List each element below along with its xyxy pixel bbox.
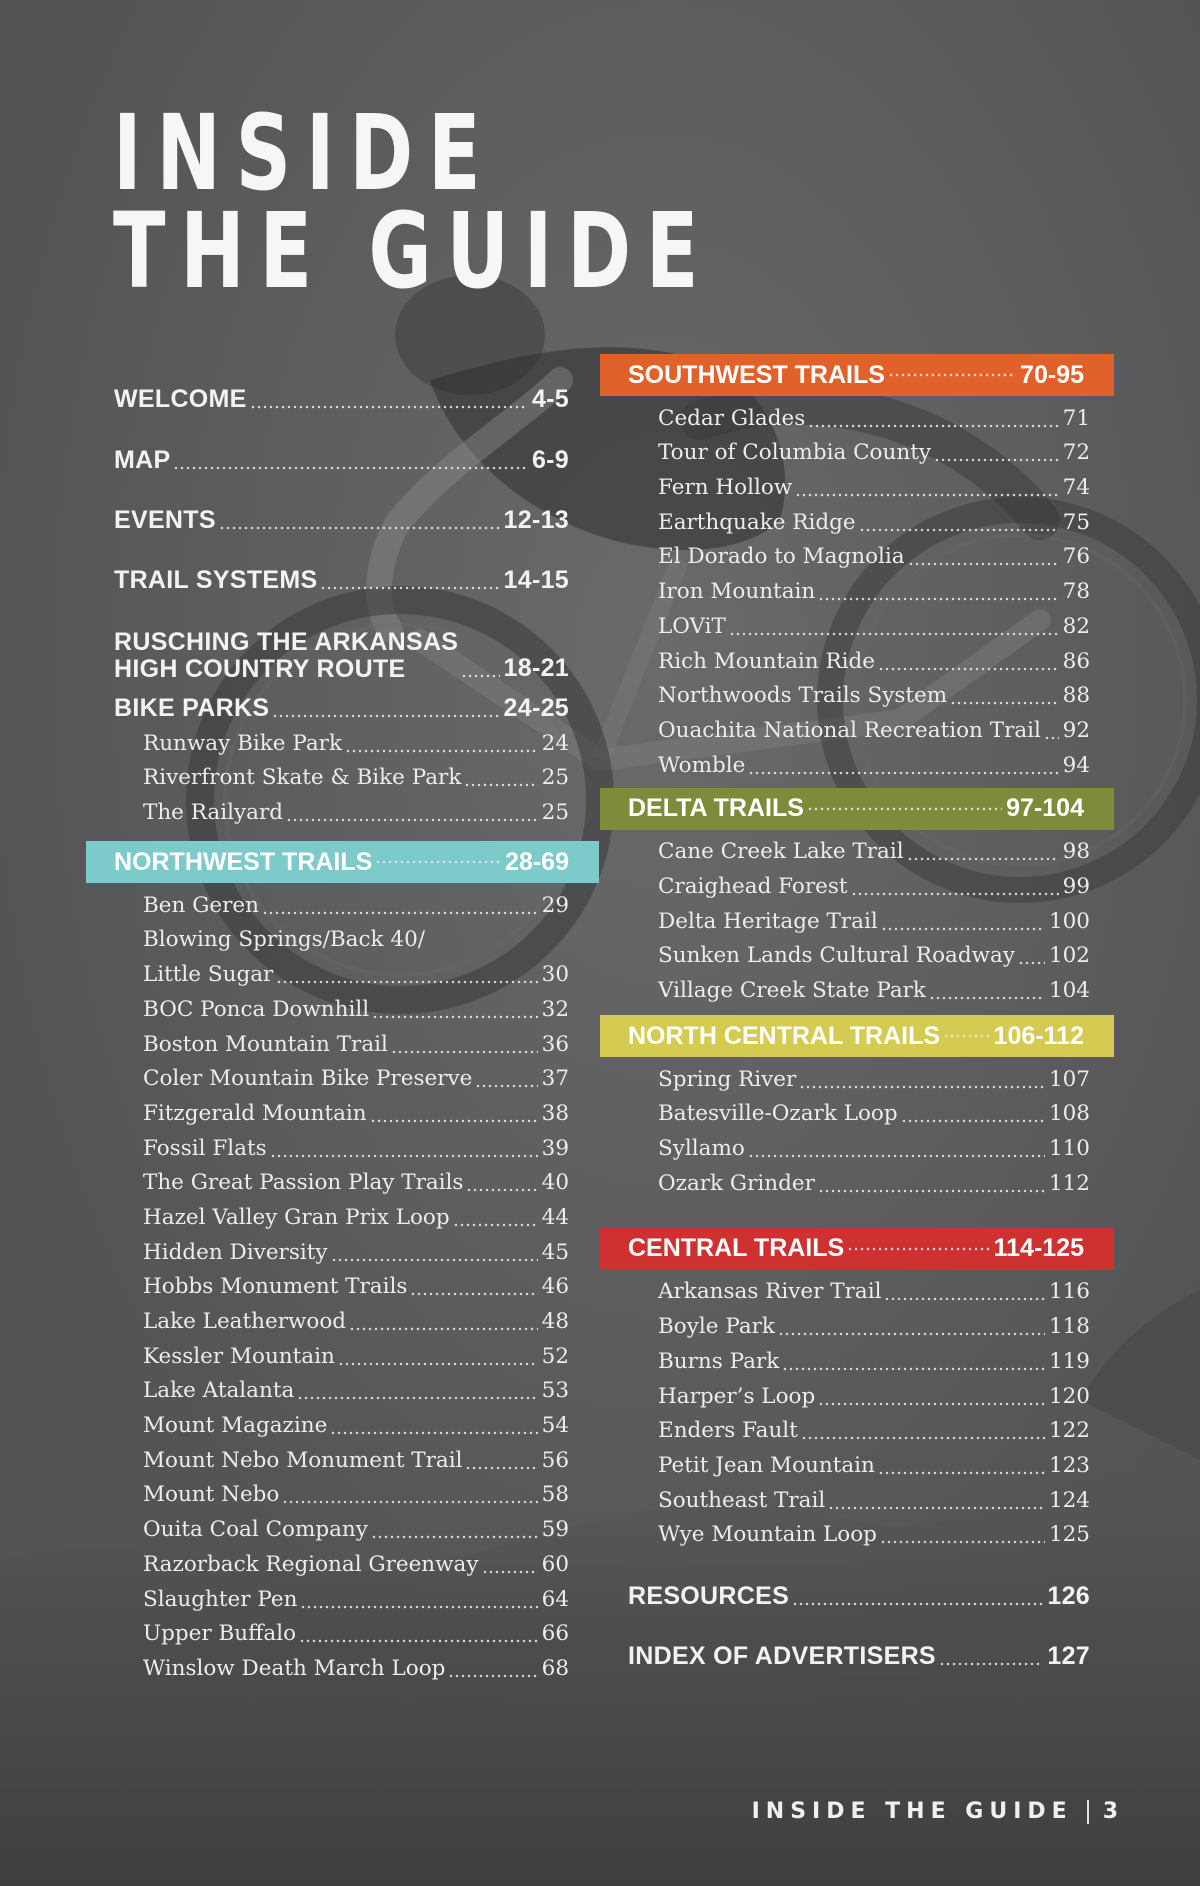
leader-dots	[859, 528, 1059, 532]
toc-subentry-page: 58	[541, 1482, 569, 1508]
leader-dots	[320, 586, 499, 590]
leader-dots	[888, 373, 1016, 377]
toc-entry-label: EVENTS	[114, 506, 216, 534]
leader-dots	[907, 857, 1059, 861]
toc-subentry[interactable]	[86, 1371, 599, 1406]
toc-subentry-label: Craighead Forest	[658, 873, 848, 899]
toc-subentry[interactable]	[600, 832, 1114, 867]
leader-dots	[372, 1015, 538, 1019]
toc-subentry-page: 40	[541, 1170, 569, 1196]
toc-subentry-page: 74	[1062, 475, 1090, 501]
toc-right-column	[600, 354, 1114, 1671]
toc-subentry-label: Ouachita National Recreation Trail	[658, 717, 1041, 743]
toc-subentry-page: 24	[541, 730, 569, 756]
section-header-north-central-trails[interactable]	[600, 1015, 1114, 1057]
leader-dots	[219, 526, 500, 530]
leader-dots	[300, 1605, 537, 1609]
leader-dots	[299, 1639, 538, 1643]
toc-subentry-label: Village Creek State Park	[658, 978, 926, 1003]
toc-subentry-label: Mount Nebo	[143, 1482, 280, 1508]
toc-subentry[interactable]	[600, 745, 1114, 780]
leader-dots	[464, 783, 537, 787]
leader-dots	[929, 996, 1045, 1000]
leader-dots	[453, 1223, 538, 1227]
toc-subentry-label: Fitzgerald Mountain	[143, 1100, 367, 1126]
toc-subentry-page: 124	[1048, 1487, 1090, 1513]
leader-dots	[939, 1662, 1043, 1666]
leader-dots	[272, 714, 499, 718]
section-header-pages: 97-104	[1006, 794, 1084, 823]
toc-subentry[interactable]	[600, 1515, 1114, 1550]
page-footer	[752, 1799, 1118, 1824]
section-header-pages: 114-125	[993, 1234, 1084, 1263]
toc-subentry[interactable]	[86, 1648, 599, 1683]
toc-entry-events[interactable]	[86, 475, 599, 535]
section-header-label: DELTA TRAILS	[628, 794, 804, 823]
toc-subentry-label: Earthquake Ridge	[658, 509, 856, 535]
leader-dots	[461, 674, 499, 678]
southwest-trails-list	[600, 398, 1114, 780]
toc-subentry[interactable]	[86, 1336, 599, 1371]
toc-entry-pages: 127	[1047, 1642, 1090, 1671]
leader-dots	[818, 1189, 1045, 1193]
toc-subentry-label: Wye Mountain Loop	[658, 1522, 877, 1548]
toc-subentry-label: Harper’s Loop	[658, 1383, 816, 1409]
toc-subentry[interactable]	[86, 1614, 599, 1649]
toc-subentry-page: 100	[1048, 908, 1090, 934]
toc-subentry[interactable]	[86, 1579, 599, 1614]
leader-dots	[878, 1471, 1045, 1475]
toc-subentry-label: Lake Atalanta	[143, 1378, 295, 1404]
toc-subentry-label: Fern Hollow	[658, 475, 793, 501]
toc-subentry-page: 104	[1048, 978, 1090, 1003]
toc-subentry-label: Winslow Death March Loop	[143, 1655, 446, 1681]
toc-subentry-page: 102	[1048, 943, 1090, 969]
leader-dots	[881, 927, 1045, 931]
toc-left-column	[86, 354, 599, 1683]
toc-subentry-page: 88	[1062, 683, 1090, 709]
toc-subentry-label: Arkansas River Trail	[658, 1279, 882, 1305]
toc-subentry-label: Ben Geren	[143, 892, 259, 918]
toc-subentry-page: 125	[1048, 1522, 1090, 1548]
toc-subentry-label: Womble	[658, 752, 746, 778]
toc-subentry-page: 68	[541, 1655, 569, 1681]
toc-subentry-label: Little Sugar	[143, 962, 274, 988]
toc-subentry-page: 119	[1048, 1348, 1090, 1374]
toc-subentry[interactable]	[600, 1128, 1114, 1163]
leader-dots	[847, 1247, 989, 1251]
toc-entry-label: WELCOME	[114, 385, 247, 413]
leader-dots	[950, 701, 1058, 705]
section-header-northwest-trails[interactable]	[86, 841, 599, 883]
leader-dots	[1018, 961, 1045, 965]
leader-dots	[778, 1332, 1045, 1336]
toc-subentry-label: Iron Mountain	[658, 579, 816, 605]
section-header-central-trails[interactable]	[600, 1228, 1114, 1270]
toc-subentry[interactable]	[86, 1301, 599, 1336]
toc-subentry-label: Cedar Glades	[658, 405, 806, 431]
toc-subentry[interactable]	[600, 1376, 1114, 1411]
toc-subentry-page: 30	[541, 962, 569, 988]
toc-entry-resources[interactable]	[600, 1569, 1114, 1611]
toc-subentry-page: 120	[1048, 1383, 1090, 1409]
toc-subentry[interactable]	[86, 1232, 599, 1267]
leader-dots	[410, 1292, 537, 1296]
toc-subentry-page: 46	[541, 1274, 569, 1300]
toc-subentry-page: 118	[1048, 1314, 1090, 1340]
toc-subentry-page: 112	[1048, 1170, 1090, 1196]
delta-trails-list	[600, 832, 1114, 1005]
toc-subentry[interactable]	[600, 710, 1114, 745]
toc-subentry[interactable]	[600, 1411, 1114, 1446]
toc-subentry-label: Boston Mountain Trail	[143, 1031, 388, 1057]
toc-subentry[interactable]	[600, 398, 1114, 433]
toc-subentry-label: The Great Passion Play Trails	[143, 1170, 464, 1196]
toc-subentry[interactable]	[86, 1405, 599, 1440]
section-header-delta-trails[interactable]	[600, 788, 1114, 830]
toc-subentry-page: 32	[541, 996, 569, 1022]
toc-subentry[interactable]	[600, 970, 1114, 1005]
toc-subentry-label: Ozark Grinder	[658, 1170, 815, 1196]
toc-subentry-label: Mount Magazine	[143, 1413, 328, 1439]
toc-subentry[interactable]	[86, 1163, 599, 1198]
leader-dots	[173, 466, 527, 470]
toc-entry-label-line-1: RUSCHING THE ARKANSAS	[114, 628, 459, 656]
toc-entry-pages: 18-21	[503, 654, 569, 682]
toc-subentry-page: 98	[1062, 839, 1090, 865]
toc-subentry-label: LOViT	[658, 613, 726, 639]
leader-dots	[349, 1327, 538, 1331]
toc-entry-label	[114, 629, 458, 683]
title-line-2: THE GUIDE	[113, 190, 714, 312]
leader-dots	[262, 911, 538, 915]
toc-subentry-page: 44	[541, 1204, 569, 1230]
toc-entry-pages: 6-9	[531, 446, 569, 474]
leader-dots	[828, 1506, 1045, 1510]
toc-subentry[interactable]	[86, 1093, 599, 1128]
toc-subentry-label: Coler Mountain Bike Preserve	[143, 1066, 473, 1092]
toc-subentry-label: Delta Heritage Trail	[658, 908, 878, 934]
leader-dots	[466, 1188, 537, 1192]
toc-subentry-page: 36	[541, 1031, 569, 1057]
toc-subentry[interactable]	[600, 641, 1114, 676]
leader-dots	[748, 771, 1058, 775]
toc-subentry-label: Hobbs Monument Trails	[143, 1274, 408, 1300]
toc-subentry-label: Hidden Diversity	[143, 1239, 328, 1265]
toc-subentry[interactable]	[600, 936, 1114, 971]
section-header-pages: 70-95	[1020, 360, 1084, 389]
leader-dots	[370, 1119, 538, 1123]
section-header-label: CENTRAL TRAILS	[628, 1234, 845, 1263]
section-header-pages: 28-69	[505, 847, 569, 876]
toc-subentry-page: 94	[1062, 752, 1090, 778]
toc-subentry-page: 75	[1062, 509, 1090, 535]
central-trails-list	[600, 1272, 1114, 1550]
leader-dots	[901, 1119, 1045, 1123]
leader-dots	[795, 493, 1058, 497]
leader-dots	[908, 562, 1059, 566]
toc-entry-pages: 12-13	[503, 506, 569, 534]
toc-subentry[interactable]	[600, 866, 1114, 901]
leader-dots	[391, 1050, 538, 1054]
toc-subentry[interactable]	[600, 1341, 1114, 1376]
toc-subentry-page: 52	[541, 1343, 569, 1369]
toc-subentry[interactable]	[86, 1267, 599, 1302]
toc-subentry-page: 25	[541, 800, 569, 826]
northwest-trails-list	[86, 885, 599, 1683]
toc-subentry[interactable]	[86, 989, 599, 1024]
leader-dots	[818, 597, 1058, 601]
page-title	[113, 92, 714, 312]
toc-subentry[interactable]	[86, 920, 599, 955]
toc-entry-label: MAP	[114, 446, 171, 474]
leader-dots	[729, 632, 1059, 636]
toc-subentry-label: Upper Buffalo	[143, 1621, 297, 1647]
toc-subentry-page: 66	[541, 1621, 569, 1647]
toc-subentry-label: Razorback Regional Greenway	[143, 1551, 479, 1577]
toc-subentry[interactable]	[86, 1128, 599, 1163]
toc-subentry[interactable]	[600, 1480, 1114, 1515]
toc-entry-label-line-2: HIGH COUNTRY ROUTE	[114, 655, 406, 683]
toc-subentry[interactable]	[86, 1059, 599, 1094]
toc-entry-index-of-advertisers[interactable]	[600, 1629, 1114, 1671]
toc-entry-label: INDEX OF ADVERTISERS	[628, 1642, 936, 1671]
toc-subentry-label: Batesville-Ozark Loop	[658, 1101, 898, 1127]
toc-subentry-label: BOC Ponca Downhill	[143, 996, 370, 1022]
toc-subentry-label: Spring River	[658, 1066, 797, 1092]
toc-subentry-label: El Dorado to Magnolia	[658, 544, 905, 570]
toc-subentry[interactable]	[86, 758, 599, 793]
toc-entry-trail-systems[interactable]	[86, 535, 599, 595]
toc-subentry-label: Sunken Lands Cultural Roadway	[658, 943, 1015, 969]
toc-subentry-label: Syllamo	[658, 1136, 745, 1162]
toc-subentry[interactable]	[86, 723, 599, 758]
toc-subentry[interactable]	[600, 1094, 1114, 1129]
toc-subentry-page: 107	[1048, 1066, 1090, 1092]
toc-subentry-page: 116	[1048, 1279, 1090, 1305]
toc-subentry-label: Runway Bike Park	[143, 730, 342, 756]
toc-subentry-page: 82	[1062, 613, 1090, 639]
toc-subentry[interactable]	[86, 1024, 599, 1059]
leader-dots	[1044, 736, 1059, 740]
toc-subentry-page: 45	[541, 1239, 569, 1265]
toc-entry-pages: 4-5	[531, 385, 569, 413]
leader-dots	[282, 1500, 537, 1504]
toc-subentry[interactable]	[600, 1163, 1114, 1198]
toc-subentry-label: Mount Nebo Monument Trail	[143, 1447, 463, 1473]
toc-subentry-page: 72	[1062, 440, 1090, 466]
section-header-label: NORTHWEST TRAILS	[114, 847, 373, 876]
toc-entry-label: BIKE PARKS	[114, 694, 270, 722]
toc-entry-pages: 126	[1047, 1582, 1090, 1611]
leader-dots	[250, 405, 528, 409]
leader-dots	[799, 1085, 1045, 1089]
toc-subentry-page: 37	[541, 1066, 569, 1092]
leader-dots	[878, 667, 1059, 671]
leader-dots	[934, 458, 1059, 462]
toc-subentry-page: 110	[1048, 1136, 1090, 1162]
toc-subentry-page: 56	[541, 1447, 569, 1473]
toc-subentry-label: Fossil Flats	[143, 1135, 267, 1161]
toc-subentry-page: 99	[1062, 873, 1090, 899]
bike-parks-list	[86, 723, 599, 827]
toc-subentry-page: 71	[1062, 405, 1090, 431]
toc-subentry-label: Slaughter Pen	[143, 1586, 298, 1612]
toc-subentry-label: Enders Fault	[658, 1418, 798, 1444]
toc-subentry-label: Northwoods Trails System	[658, 683, 948, 709]
toc-subentry[interactable]	[600, 571, 1114, 606]
leader-dots	[297, 1396, 537, 1400]
toc-subentry-label: Cane Creek Lake Trail	[658, 839, 904, 865]
footer-divider	[1087, 1800, 1089, 1824]
toc-subentry[interactable]	[600, 467, 1114, 502]
toc-subentry-page: 78	[1062, 579, 1090, 605]
toc-subentry-page: 48	[541, 1309, 569, 1334]
toc-subentry[interactable]	[86, 1475, 599, 1510]
toc-subentry[interactable]	[600, 537, 1114, 572]
toc-subentry-page: 38	[541, 1100, 569, 1126]
leader-dots	[782, 1367, 1045, 1371]
leader-dots	[818, 1402, 1045, 1406]
footer-section-title: INSIDE THE GUIDE	[751, 1799, 1073, 1824]
leader-dots	[884, 1297, 1045, 1301]
leader-dots	[748, 1154, 1045, 1158]
toc-subentry-label: Boyle Park	[658, 1314, 775, 1340]
leader-dots	[338, 1362, 538, 1366]
toc-subentry-page: 25	[541, 765, 569, 791]
section-header-pages: 106-112	[993, 1021, 1084, 1050]
section-header-label: SOUTHWEST TRAILS	[628, 360, 885, 389]
leader-dots	[475, 1084, 537, 1088]
toc-subentry-page: 64	[541, 1586, 569, 1612]
toc-subentry-page: 59	[541, 1517, 569, 1543]
leader-dots	[331, 1258, 538, 1262]
toc-entry-pages: 14-15	[503, 566, 569, 594]
toc-subentry-label: Rich Mountain Ride	[658, 648, 876, 674]
toc-subentry[interactable]	[86, 885, 599, 920]
toc-subentry[interactable]	[86, 954, 599, 989]
leader-dots	[448, 1674, 537, 1678]
leader-dots	[792, 1602, 1043, 1606]
section-header-label: NORTH CENTRAL TRAILS	[628, 1021, 941, 1050]
toc-entry-label: TRAIL SYSTEMS	[114, 566, 318, 594]
toc-entry-pages: 24-25	[503, 694, 569, 722]
toc-subentry-label: Petit Jean Mountain	[658, 1452, 875, 1478]
leader-dots	[808, 424, 1058, 428]
toc-subentry-label: Hazel Valley Gran Prix Loop	[143, 1204, 450, 1230]
toc-entry-welcome[interactable]	[86, 354, 599, 414]
leader-dots	[345, 749, 538, 753]
toc-subentry-page: 76	[1062, 544, 1090, 570]
toc-subentry[interactable]	[86, 1544, 599, 1579]
toc-subentry-label: Burns Park	[658, 1348, 780, 1374]
toc-subentry[interactable]	[600, 502, 1114, 537]
north-central-trails-list	[600, 1059, 1114, 1198]
toc-subentry[interactable]	[600, 433, 1114, 468]
toc-entry-rusching[interactable]	[86, 595, 599, 683]
leader-dots	[482, 1570, 538, 1574]
toc-subentry[interactable]	[86, 792, 599, 827]
toc-subentry-page: 92	[1062, 717, 1090, 743]
toc-subentry[interactable]	[86, 1197, 599, 1232]
leader-dots	[375, 860, 501, 864]
leader-dots	[801, 1436, 1045, 1440]
toc-entry-bike-parks[interactable]	[86, 683, 599, 723]
toc-subentry-page: 60	[541, 1551, 569, 1577]
toc-subentry-label: Tour of Columbia County	[658, 440, 931, 466]
toc-subentry-page: 39	[541, 1135, 569, 1161]
toc-subentry-label: Lake Leatherwood	[143, 1309, 347, 1334]
toc-subentry[interactable]	[600, 901, 1114, 936]
toc-subentry-label: Southeast Trail	[658, 1487, 826, 1513]
toc-subentry[interactable]	[600, 1306, 1114, 1341]
toc-subentry-label: Riverfront Skate & Bike Park	[143, 765, 462, 791]
leader-dots	[330, 1431, 537, 1435]
toc-subentry[interactable]	[600, 676, 1114, 711]
title-line-1: INSIDE	[113, 92, 496, 214]
toc-subentry-page: 108	[1048, 1101, 1090, 1127]
toc-subentry[interactable]	[86, 1509, 599, 1544]
toc-subentry[interactable]	[600, 1445, 1114, 1480]
toc-subentry-page: 53	[541, 1378, 569, 1404]
toc-entry-label: RESOURCES	[628, 1582, 790, 1611]
toc-subentry-page: 29	[541, 892, 569, 918]
toc-subentry-page: 54	[541, 1413, 569, 1439]
leader-dots	[807, 807, 1002, 811]
toc-subentry[interactable]	[600, 1272, 1114, 1307]
toc-subentry-page: 86	[1062, 648, 1090, 674]
leader-dots	[371, 1535, 538, 1539]
toc-subentry-page: 123	[1048, 1452, 1090, 1478]
leader-dots	[943, 1034, 990, 1038]
leader-dots	[465, 1466, 537, 1470]
toc-subentry[interactable]	[86, 1440, 599, 1475]
toc-subentry-page: 122	[1048, 1418, 1090, 1444]
toc-subentry-label: The Railyard	[143, 800, 284, 826]
toc-subentry[interactable]	[600, 1059, 1114, 1094]
leader-dots	[286, 818, 538, 822]
page-number: 3	[1102, 1799, 1118, 1824]
toc-subentry-label: Ouita Coal Company	[143, 1517, 368, 1543]
section-header-southwest-trails[interactable]	[600, 354, 1114, 396]
toc-subentry-label: Blowing Springs/Back 40/	[143, 927, 425, 953]
toc-subentry-label: Kessler Mountain	[143, 1343, 335, 1369]
leader-dots	[851, 892, 1059, 896]
leader-dots	[276, 980, 537, 984]
toc-subentry[interactable]	[600, 606, 1114, 641]
leader-dots	[270, 1154, 538, 1158]
leader-dots	[880, 1540, 1045, 1544]
toc-entry-map[interactable]	[86, 414, 599, 475]
